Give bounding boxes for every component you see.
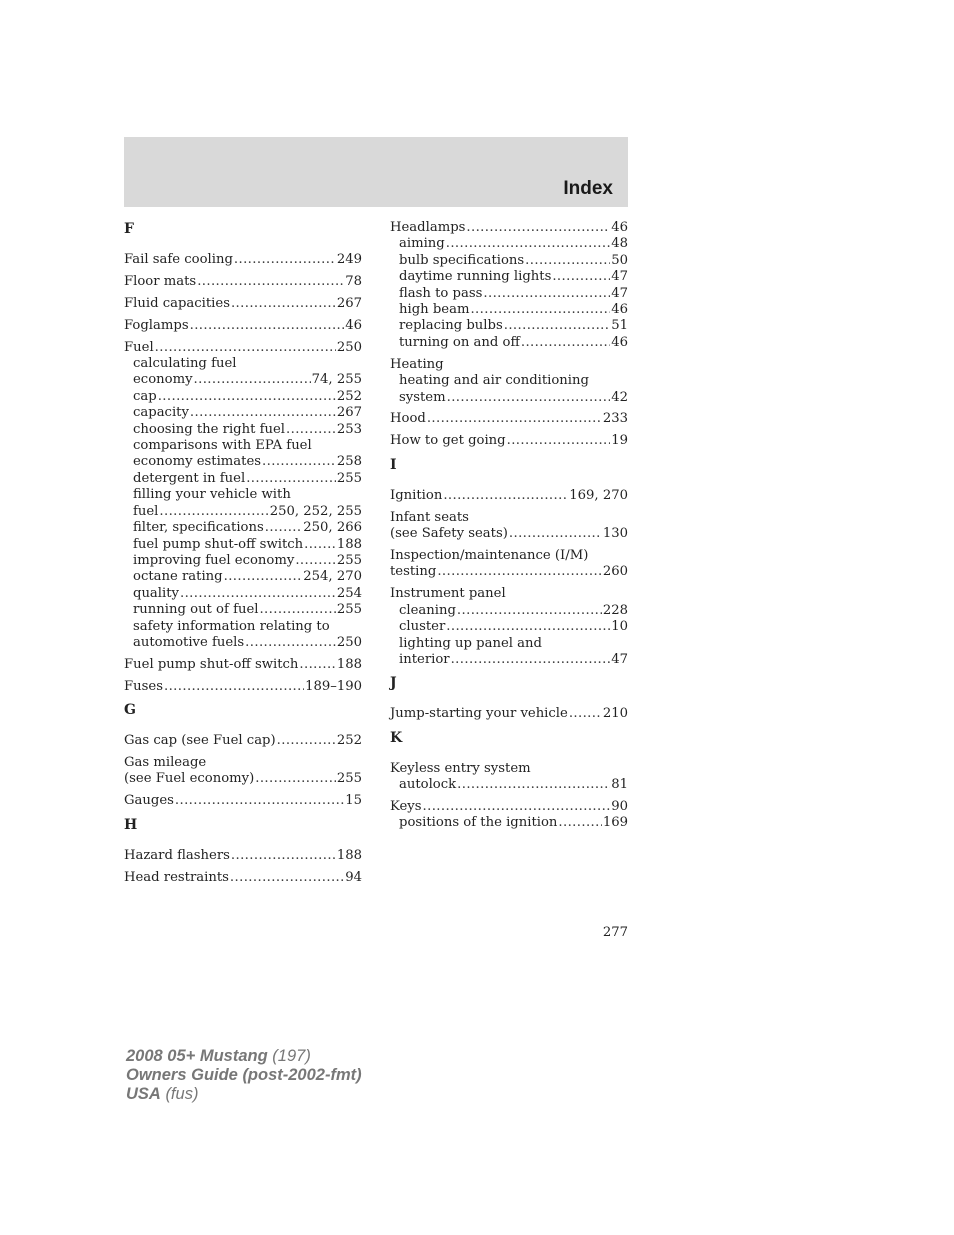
entry-term: cap — [133, 388, 157, 404]
entry-term: Fuel — [124, 339, 154, 355]
index-entry — [124, 340, 362, 652]
entry-page-ref: 188 — [336, 536, 362, 552]
entry-page-ref: 169, 270 — [569, 487, 628, 503]
index-main-entry — [124, 252, 362, 268]
entry-page-ref: 50 — [611, 252, 628, 268]
entry-page-ref: 228 — [602, 602, 628, 618]
index-entry — [390, 220, 628, 351]
index-column-right — [390, 220, 628, 837]
entry-page-ref: 47 — [611, 285, 628, 301]
dot-leader — [423, 799, 611, 815]
index-subentry — [124, 619, 362, 635]
entry-page-ref: 46 — [611, 302, 628, 318]
index-entry — [124, 274, 362, 290]
entry-page-ref: 15 — [345, 793, 362, 809]
index-column-left — [124, 220, 362, 892]
entry-term: Fuses — [124, 678, 163, 694]
index-subentry — [124, 537, 362, 553]
index-main-entry — [390, 564, 628, 580]
entry-page-ref: 169 — [602, 815, 628, 831]
dot-leader — [457, 777, 610, 793]
entry-term: turning on and off — [399, 334, 520, 350]
dot-leader — [158, 389, 336, 405]
index-subentry — [124, 454, 362, 470]
dot-leader — [230, 870, 344, 886]
index-entry — [124, 252, 362, 268]
dot-leader — [194, 372, 311, 388]
entry-term: cleaning — [399, 602, 456, 618]
dot-leader — [159, 504, 268, 520]
entry-term: Infant seats — [390, 509, 469, 525]
entry-term: replacing bulbs — [399, 318, 503, 334]
index-subentry — [124, 602, 362, 618]
index-main-entry — [390, 706, 628, 722]
entry-term: Inspection/maintenance (I/M) — [390, 548, 589, 563]
dot-leader — [262, 454, 336, 470]
entry-term: aiming — [399, 236, 445, 252]
dot-leader — [569, 706, 602, 722]
index-letter-heading: G — [124, 702, 136, 719]
entry-page-ref: 130 — [602, 526, 628, 542]
entry-term: positions of the ignition — [399, 815, 558, 831]
entry-term: Fail safe cooling — [124, 252, 233, 267]
index-main-entry — [390, 433, 628, 449]
index-main-entry — [124, 657, 362, 673]
dot-leader — [437, 564, 602, 580]
index-subentry — [124, 389, 362, 405]
dot-leader — [446, 236, 610, 252]
index-entry — [124, 755, 362, 788]
entry-page-ref: 210 — [602, 706, 628, 722]
entry-page-ref: 255 — [336, 470, 362, 486]
index-main-entry — [390, 586, 628, 602]
entry-term: fuel — [133, 503, 159, 519]
index-entry — [124, 657, 362, 673]
entry-term: calculating fuel — [133, 356, 237, 372]
dot-leader — [231, 296, 336, 312]
entry-term: Keyless entry system — [390, 760, 531, 776]
document-footer — [126, 1047, 362, 1104]
entry-term: Headlamps — [390, 220, 466, 235]
index-main-entry — [124, 274, 362, 290]
dot-leader — [246, 471, 336, 487]
entry-page-ref: 250, 252, 255 — [269, 503, 362, 519]
dot-leader — [234, 252, 336, 268]
index-subentry — [390, 619, 628, 635]
entry-term: Fuel pump shut-off switch — [124, 656, 299, 672]
entry-term: Ignition — [390, 487, 443, 503]
entry-page-ref: 255 — [336, 552, 362, 568]
entry-term: Gas cap (see Fuel cap) — [124, 733, 276, 749]
dot-leader — [427, 411, 602, 427]
index-subentry — [390, 253, 628, 269]
entry-page-ref: 254, 270 — [303, 569, 362, 585]
dot-leader — [245, 635, 336, 651]
entry-page-ref: 47 — [611, 269, 628, 285]
entry-term: safety information relating to — [133, 618, 330, 634]
index-letter-heading: H — [124, 816, 138, 833]
dot-leader — [447, 390, 611, 406]
entry-term: flash to pass — [399, 285, 483, 301]
index-entry — [124, 733, 362, 749]
index-subentry — [124, 422, 362, 438]
entry-page-ref: 188 — [336, 656, 362, 672]
index-subentry — [390, 652, 628, 668]
index-main-entry — [390, 510, 628, 526]
entry-term: economy — [133, 372, 193, 388]
index-subentry — [124, 356, 362, 372]
index-main-entry — [124, 296, 362, 312]
index-entry — [390, 510, 628, 543]
index-subentry — [390, 286, 628, 302]
index-entry — [390, 799, 628, 832]
entry-term: choosing the right fuel — [133, 421, 286, 437]
index-main-entry — [124, 755, 362, 771]
entry-page-ref: 90 — [611, 799, 628, 815]
entry-term: Foglamps — [124, 317, 189, 333]
entry-term: capacity — [133, 405, 189, 421]
entry-page-ref: 260 — [602, 564, 628, 580]
index-letter-heading: J — [390, 675, 397, 692]
index-letter-heading: I — [390, 456, 397, 473]
entry-term: cluster — [399, 619, 446, 635]
index-subentry — [390, 603, 628, 619]
dot-leader — [443, 488, 568, 504]
entry-page-ref: 252 — [336, 733, 362, 749]
entry-page-ref: 250, 266 — [303, 520, 362, 536]
index-main-entry — [124, 340, 362, 356]
dot-leader — [446, 619, 610, 635]
dot-leader — [552, 269, 610, 285]
entry-term: lighting up panel and — [399, 635, 542, 651]
entry-term: filter, specifications — [133, 520, 264, 536]
entry-page-ref: 254 — [336, 585, 362, 601]
entry-term: economy estimates — [133, 454, 262, 470]
dot-leader — [155, 340, 336, 356]
index-subentry — [124, 471, 362, 487]
entry-page-ref: 46 — [611, 220, 628, 235]
index-main-entry — [124, 318, 362, 334]
index-entry — [124, 848, 362, 864]
entry-term: fuel pump shut-off switch — [133, 536, 304, 552]
index-subentry — [390, 390, 628, 406]
index-main-entry — [390, 799, 628, 815]
dot-leader — [190, 405, 336, 421]
index-entry — [390, 761, 628, 794]
entry-page-ref: 250 — [336, 634, 362, 650]
dot-leader — [521, 335, 610, 351]
index-subentry — [390, 318, 628, 334]
dot-leader — [299, 657, 335, 673]
index-entry — [390, 548, 628, 581]
dot-leader — [295, 553, 336, 569]
index-subentry — [390, 777, 628, 793]
index-subentry — [124, 372, 362, 388]
entry-page-ref: 19 — [611, 433, 628, 449]
footer-line-3: USA (fus) — [126, 1085, 199, 1103]
index-subentry — [124, 487, 362, 503]
index-subentry — [390, 636, 628, 652]
entry-page-ref: 255 — [336, 602, 362, 618]
dot-leader — [190, 318, 345, 334]
entry-term: Heating — [390, 356, 444, 372]
index-subentry — [124, 569, 362, 585]
entry-page-ref: 253 — [336, 421, 362, 437]
entry-term: daytime running lights — [399, 269, 552, 285]
index-entry — [390, 433, 628, 449]
entry-page-ref: 258 — [336, 454, 362, 470]
entry-term: high beam — [399, 302, 470, 318]
dot-leader — [507, 433, 611, 449]
entry-page-ref: 250 — [336, 339, 362, 355]
dot-leader — [224, 569, 303, 585]
index-main-entry — [124, 848, 362, 864]
index-main-entry — [124, 733, 362, 749]
dot-leader — [525, 253, 610, 269]
entry-term: Jump-starting your vehicle — [390, 706, 568, 722]
index-subentry — [390, 236, 628, 252]
index-subentry — [390, 302, 628, 318]
index-subentry — [124, 520, 362, 536]
dot-leader — [470, 302, 610, 318]
section-header-band — [124, 137, 628, 207]
index-entry — [124, 296, 362, 312]
index-main-entry — [390, 357, 628, 373]
index-subentry — [124, 504, 362, 520]
dot-leader — [277, 733, 336, 749]
index-main-entry — [124, 679, 362, 695]
index-main-entry — [390, 548, 628, 564]
index-subentry — [390, 373, 628, 389]
entry-page-ref: 233 — [602, 411, 628, 427]
entry-term: (see Fuel economy) — [124, 771, 255, 787]
dot-leader — [265, 520, 303, 536]
entry-page-ref: 51 — [611, 318, 628, 334]
entry-term: quality — [133, 585, 179, 601]
dot-leader — [466, 220, 610, 236]
entry-page-ref: 42 — [611, 389, 628, 405]
entry-term: bulb specifications — [399, 252, 525, 268]
dot-leader — [231, 848, 336, 864]
index-entry — [390, 411, 628, 427]
index-main-entry — [390, 526, 628, 542]
dot-leader — [255, 771, 336, 787]
index-subentry — [124, 553, 362, 569]
footer-line-2: Owners Guide (post-2002-fmt) — [126, 1066, 362, 1084]
dot-leader — [286, 422, 336, 438]
entry-term: running out of fuel — [133, 602, 259, 618]
dot-leader — [197, 274, 344, 290]
entry-term: Gas mileage — [124, 755, 207, 771]
entry-term: comparisons with EPA fuel — [133, 438, 312, 454]
entry-page-ref: 267 — [336, 295, 362, 311]
index-subentry — [124, 438, 362, 454]
entry-page-ref: 47 — [611, 651, 628, 667]
index-main-entry — [124, 771, 362, 787]
entry-page-ref: 81 — [611, 777, 628, 793]
entry-term: interior — [399, 651, 450, 667]
index-entry — [390, 488, 628, 504]
entry-page-ref: 48 — [611, 236, 628, 252]
entry-term: Gauges — [124, 793, 174, 809]
index-entry — [124, 318, 362, 334]
entry-term: detergent in fuel — [133, 470, 246, 486]
dot-leader — [259, 602, 335, 618]
entry-page-ref: 78 — [345, 273, 362, 289]
index-entry — [390, 357, 628, 406]
index-main-entry — [390, 761, 628, 777]
index-subentry — [390, 815, 628, 831]
entry-page-ref: 94 — [345, 869, 362, 885]
entry-term: octane rating — [133, 569, 223, 585]
entry-page-ref: 255 — [336, 771, 362, 787]
entry-term: Keys — [390, 799, 422, 815]
entry-term: testing — [390, 564, 437, 580]
index-main-entry — [390, 488, 628, 504]
index-subentry — [390, 335, 628, 351]
page-number: 277 — [602, 925, 628, 940]
entry-term: improving fuel economy — [133, 552, 295, 568]
entry-page-ref: 267 — [336, 405, 362, 421]
dot-leader — [175, 793, 344, 809]
entry-term: (see Safety seats) — [390, 526, 508, 542]
dot-leader — [457, 603, 602, 619]
index-main-entry — [390, 220, 628, 236]
index-subentry — [124, 586, 362, 602]
entry-page-ref: 46 — [611, 334, 628, 350]
entry-term: heating and air conditioning — [399, 373, 589, 389]
entry-page-ref: 46 — [345, 317, 362, 333]
dot-leader — [304, 537, 336, 553]
index-subentry — [124, 405, 362, 421]
index-entry — [124, 870, 362, 886]
entry-term: Floor mats — [124, 273, 197, 289]
entry-term: system — [399, 389, 446, 405]
index-letter-heading: F — [124, 221, 134, 237]
entry-term: autolock — [399, 777, 457, 793]
entry-term: How to get going — [390, 433, 506, 449]
section-title: Index — [563, 178, 613, 199]
entry-term: Hazard flashers — [124, 847, 230, 863]
entry-page-ref: 189–190 — [305, 678, 362, 694]
dot-leader — [504, 318, 610, 334]
entry-page-ref: 252 — [336, 388, 362, 404]
index-main-entry — [390, 411, 628, 427]
dot-leader — [483, 286, 610, 302]
entry-page-ref: 188 — [336, 847, 362, 863]
dot-leader — [509, 526, 602, 542]
dot-leader — [558, 815, 601, 831]
entry-term: filling your vehicle with — [133, 487, 291, 503]
dot-leader — [164, 679, 304, 695]
dot-leader — [451, 652, 611, 668]
entry-term: automotive fuels — [133, 634, 245, 650]
entry-page-ref: 74, 255 — [311, 372, 362, 388]
entry-page-ref: 10 — [611, 619, 628, 635]
entry-page-ref: 249 — [336, 252, 362, 267]
index-subentry — [390, 269, 628, 285]
index-entry — [124, 679, 362, 695]
entry-term: Hood — [390, 411, 426, 427]
index-main-entry — [124, 870, 362, 886]
index-letter-heading: K — [390, 729, 403, 746]
footer-line-1: 2008 05+ Mustang (197) — [126, 1047, 311, 1065]
dot-leader — [180, 586, 336, 602]
index-entry — [124, 793, 362, 809]
index-entry — [390, 706, 628, 722]
entry-term: Head restraints — [124, 869, 229, 885]
index-main-entry — [124, 793, 362, 809]
entry-term: Instrument panel — [390, 586, 506, 602]
index-entry — [390, 586, 628, 668]
entry-term: Fluid capacities — [124, 295, 230, 311]
index-subentry — [124, 635, 362, 651]
